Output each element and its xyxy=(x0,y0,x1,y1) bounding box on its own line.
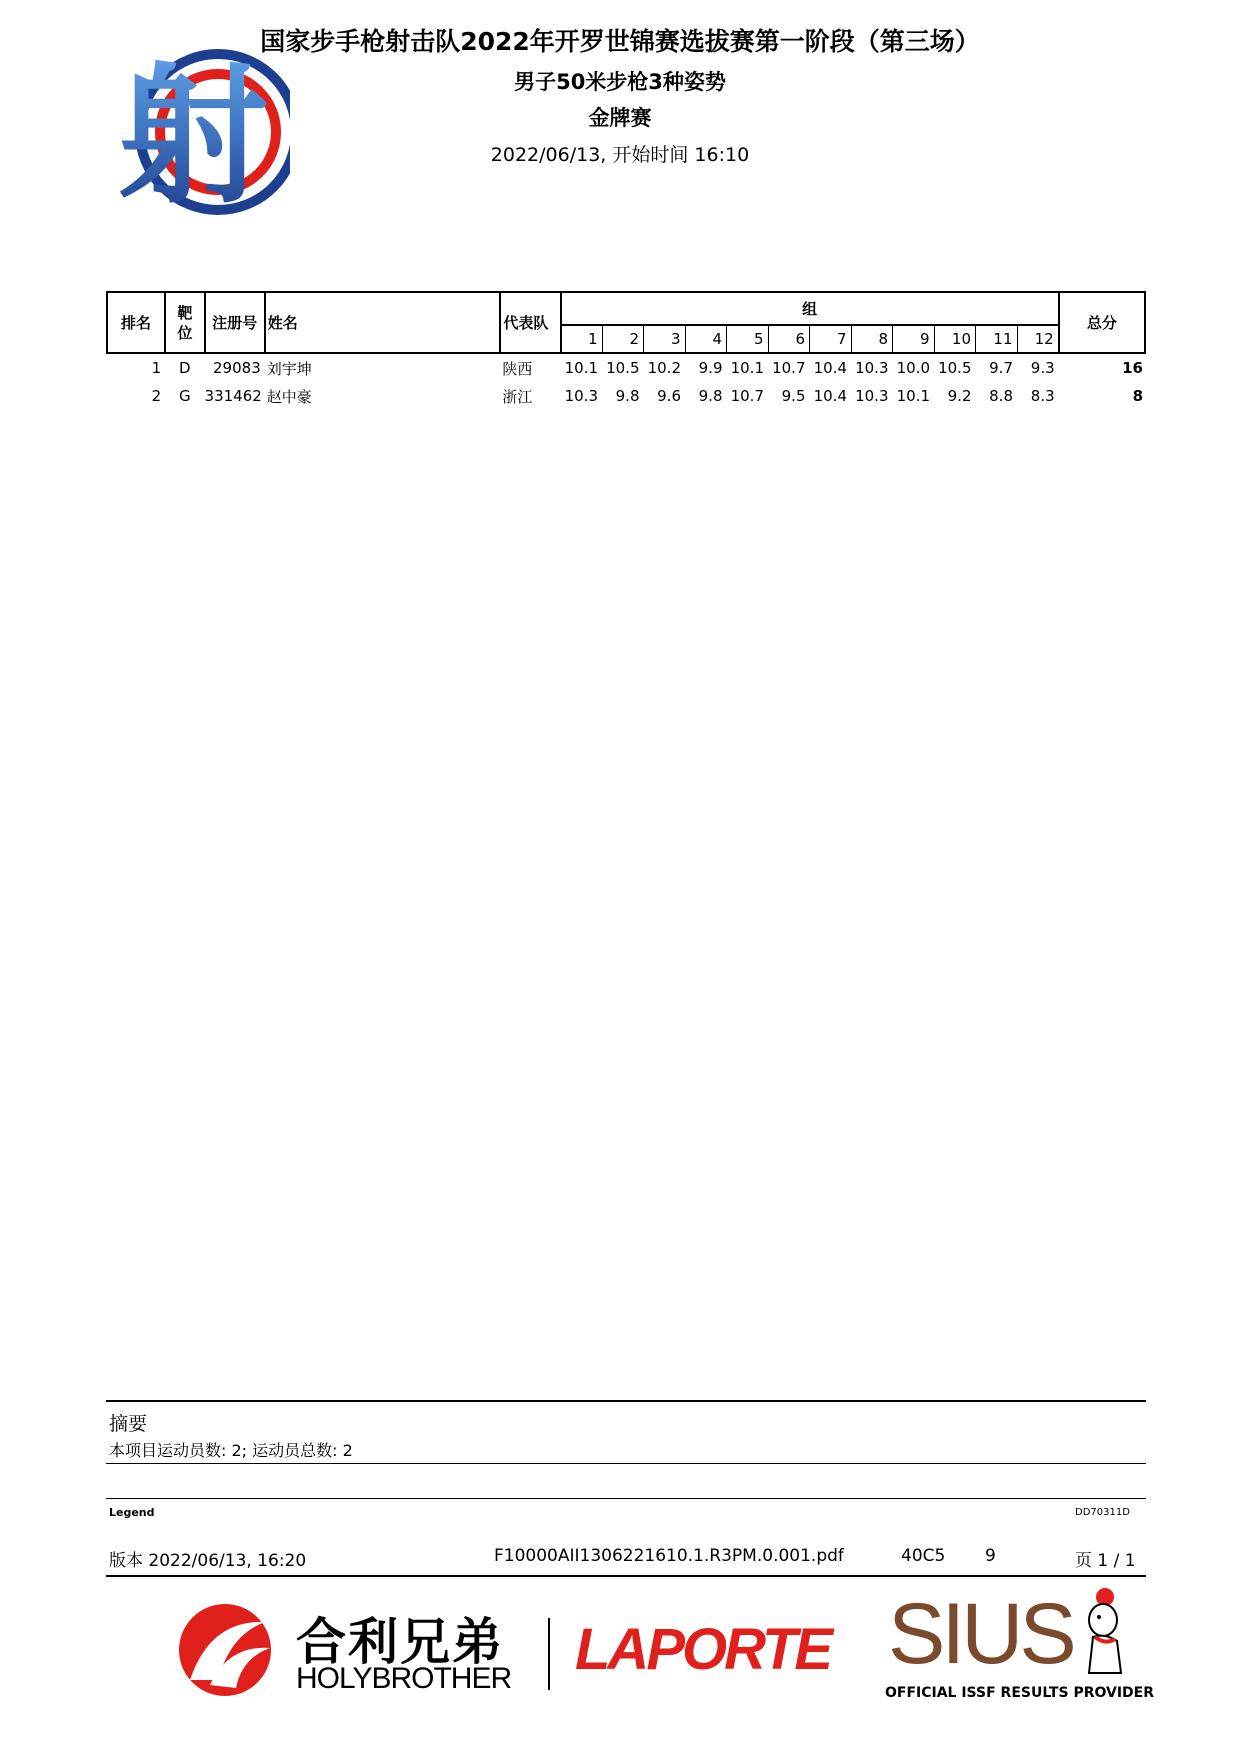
series-score-cell: 10.5 xyxy=(938,359,972,377)
start-date-time: 2022/06/13, 开始时间 16:10 xyxy=(490,144,750,166)
series-score-cell: 10.1 xyxy=(896,387,930,405)
laporte-logo xyxy=(575,1598,831,1698)
series-number: 3 xyxy=(644,325,686,353)
series-number: 4 xyxy=(685,325,727,353)
series-number: 10 xyxy=(934,325,976,353)
holybrother-logo xyxy=(170,1600,540,1700)
series-score-cell: 10.5 xyxy=(606,359,640,377)
series-number: 11 xyxy=(976,325,1018,353)
rank-cell: 1 xyxy=(151,359,162,377)
series-score-cell: 9.9 xyxy=(698,359,723,377)
reg-no-cell: 29083 xyxy=(213,359,261,377)
series-number: 12 xyxy=(1017,325,1059,353)
laporte-wordmark: LAPORTE xyxy=(575,1617,831,1682)
competition-title: 国家步手枪射击队2022年开罗世锦赛选拔赛第一阶段（第三场） xyxy=(260,27,980,56)
series-score-cell: 10.4 xyxy=(813,359,847,377)
series-number: 2 xyxy=(602,325,644,353)
header-target-line2: 位 xyxy=(177,323,193,342)
team-cell: 陕西 xyxy=(502,359,533,378)
summary-bottom-divider xyxy=(106,1463,1146,1464)
series-score-cell: 10.1 xyxy=(564,359,598,377)
logo-character: 射 xyxy=(118,50,269,215)
name-cell: 刘宇坤 xyxy=(266,359,312,378)
header-total: 总分 xyxy=(1059,292,1145,353)
series-score-cell: 10.4 xyxy=(813,387,847,405)
phase-name: 金牌赛 xyxy=(588,106,652,130)
version-info: 版本 2022/06/13, 16:20 xyxy=(109,1551,307,1571)
series-score-cell: 10.3 xyxy=(564,387,598,405)
sius-mascot-icon xyxy=(1075,1585,1135,1680)
series-score-cell: 10.2 xyxy=(647,359,681,377)
rank-cell: 2 xyxy=(151,387,162,405)
target-cell: D xyxy=(179,359,191,377)
series-score-cell: 10.7 xyxy=(772,359,806,377)
reg-no-cell: 331462 xyxy=(204,387,262,405)
series-score-cell: 9.7 xyxy=(989,359,1013,377)
summary-text: 本项目运动员数: 2; 运动员总数: 2 xyxy=(109,1441,353,1460)
team-cell: 浙江 xyxy=(502,387,533,406)
page-indicator: 页 1 / 1 xyxy=(1075,1551,1136,1571)
event-name: 男子50米步枪3种姿势 xyxy=(514,70,726,94)
series-score-cell: 10.7 xyxy=(730,387,764,405)
summary-title: 摘要 xyxy=(109,1413,148,1435)
total-cell: 16 xyxy=(1122,359,1143,377)
header-reg-no: 注册号 xyxy=(205,292,265,353)
summary-top-divider xyxy=(106,1400,1146,1402)
series-score-cell: 9.5 xyxy=(781,387,806,405)
legend-label: Legend xyxy=(109,1506,155,1519)
series-score-cell: 10.3 xyxy=(855,359,889,377)
header-rank: 排名 xyxy=(107,292,165,353)
legend-divider xyxy=(106,1498,1146,1499)
series-number: 7 xyxy=(810,325,852,353)
name-cell: 赵中豪 xyxy=(266,387,312,406)
header-series-group: 组 xyxy=(561,292,1059,325)
header-target-line1: 靶 xyxy=(177,303,193,322)
series-score-cell: 10.0 xyxy=(896,359,930,377)
series-score-cell: 8.3 xyxy=(1030,387,1055,405)
series-score-cell: 10.1 xyxy=(730,359,764,377)
series-score-cell: 9.8 xyxy=(698,387,723,405)
table-row xyxy=(107,382,1145,410)
file-name: F10000AII1306221610.1.R3PM.0.001.pdf xyxy=(494,1546,844,1566)
series-score-cell: 9.6 xyxy=(657,387,681,405)
sponsor-divider xyxy=(548,1618,550,1690)
series-number: 5 xyxy=(727,325,769,353)
series-number: 8 xyxy=(851,325,893,353)
report-number: 9 xyxy=(985,1546,996,1566)
report-code: 40C5 xyxy=(901,1546,946,1566)
holybrother-english-name: HOLYBROTHER xyxy=(296,1662,512,1695)
results-table xyxy=(106,291,1146,410)
sius-wordmark: SIUS xyxy=(888,1586,1073,1682)
series-score-cell: 8.8 xyxy=(989,387,1013,405)
header-name: 姓名 xyxy=(265,292,501,353)
series-score-cell: 9.2 xyxy=(947,387,972,405)
total-cell: 8 xyxy=(1132,387,1143,405)
sius-tagline: OFFICIAL ISSF RESULTS PROVIDER xyxy=(885,1685,1155,1701)
footer-divider xyxy=(106,1575,1146,1577)
series-score-cell: 10.3 xyxy=(855,387,889,405)
series-score-cell: 9.3 xyxy=(1030,359,1055,377)
document-code: DD70311D xyxy=(1075,1507,1130,1518)
series-number: 6 xyxy=(768,325,810,353)
sius-logo xyxy=(880,1585,1155,1705)
holybrother-chinese-name: 合利兄弟 xyxy=(296,1613,504,1671)
header-target xyxy=(165,292,204,353)
header-team: 代表队 xyxy=(500,292,560,353)
target-cell: G xyxy=(179,387,191,405)
series-score-cell: 9.8 xyxy=(615,387,640,405)
series-number: 9 xyxy=(893,325,935,353)
series-number: 1 xyxy=(561,325,603,353)
table-row xyxy=(107,353,1145,382)
holybrother-emblem-icon xyxy=(170,1600,280,1700)
